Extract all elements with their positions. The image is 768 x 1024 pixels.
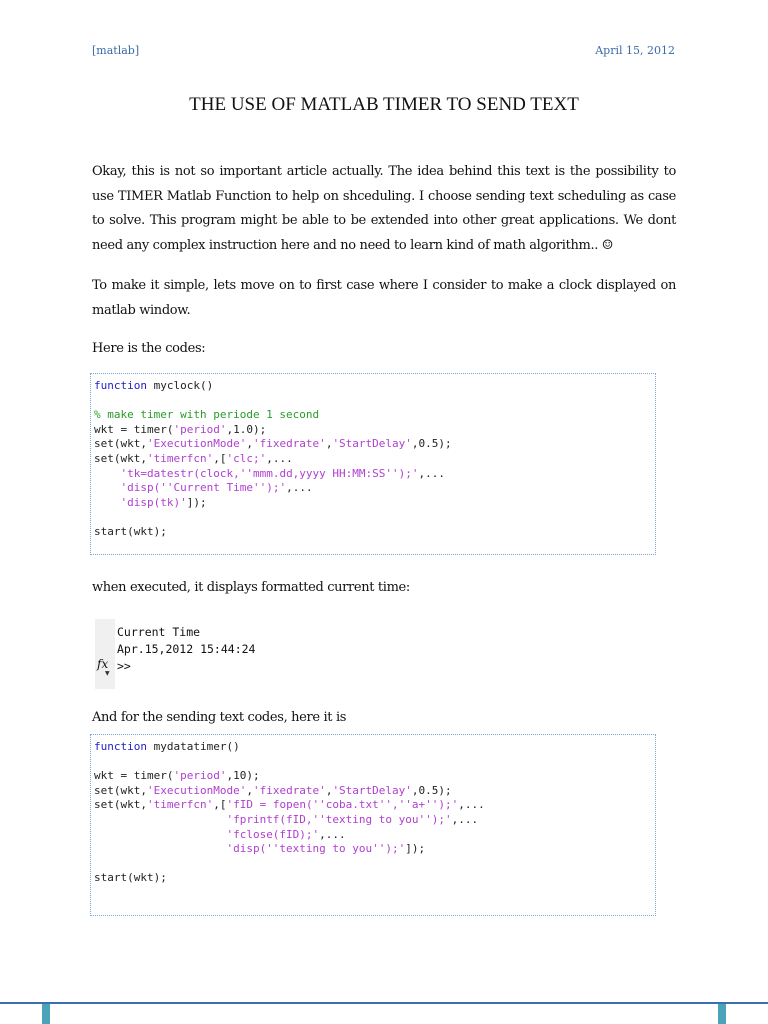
code-token: ,10); (226, 769, 260, 783)
fx-dropdown-icon: ▼ (105, 670, 110, 677)
code-line (94, 871, 655, 886)
header-category: [matlab] (92, 44, 140, 57)
code-token: ]); (186, 495, 207, 509)
code-token: 'StartDelay' (332, 437, 412, 451)
code-token (94, 813, 226, 826)
code-line (94, 769, 655, 784)
code-line (94, 813, 655, 828)
page-title: THE USE OF MATLAB TIMER TO SEND TEXT (189, 94, 579, 115)
codes-heading: Here is the codes: (92, 341, 206, 356)
code-line (94, 510, 655, 525)
intro-paragraph: Okay, this is not so important article actually. The idea behind this text is the possibility to use TIMER Matlab Function to help on shceduling. I choose sending text scheduling as case to solve. This program might be able to be extended into other great applications. We dont need any complex instruction here and no need to learn kind of math algorithm.. ☺ (92, 164, 676, 253)
sending-paragraph: And for the sending text codes, here it is (92, 710, 347, 725)
code-token: ,0.5); (411, 783, 452, 797)
code-token (94, 496, 121, 509)
code-token: start(wkt); (94, 524, 167, 538)
code-token: , (325, 437, 333, 451)
code-line (94, 755, 655, 770)
code-token: set(wkt, (94, 798, 147, 812)
code-token: function (94, 740, 147, 753)
code-token: 'fixedrate' (252, 437, 326, 451)
code-token: 'disp(''Current Time'');' (120, 481, 287, 495)
footer-tab-right (718, 1004, 726, 1024)
console-output (117, 624, 255, 675)
code-token: ,... (458, 798, 485, 812)
code-token: 'disp(''texting to you'');' (226, 842, 406, 856)
code-line (94, 496, 655, 511)
console-line: Apr.15,2012 15:44:24 (117, 642, 256, 656)
code-line (94, 842, 655, 857)
code-token: , (325, 783, 333, 797)
code-token: ]); (405, 842, 426, 856)
code-token: 'ExecutionMode' (146, 437, 247, 451)
code-token: function (94, 379, 147, 392)
code-token: 'fID = fopen(''coba.txt'',''a+'');' (226, 798, 459, 812)
code-token: 'fixedrate' (252, 783, 326, 797)
code-token: 'timerfcn' (146, 451, 214, 465)
code-token: ,... (286, 481, 313, 495)
code-line (94, 379, 655, 394)
code-token (94, 467, 121, 480)
code-token: ,... (266, 451, 293, 465)
code-token: ,[ (213, 451, 227, 465)
code-line (94, 394, 655, 409)
code-token: ,... (451, 812, 479, 826)
code-token: ,... (319, 827, 346, 841)
code-token: 'fclose(fID);' (226, 827, 320, 841)
code-token: , (246, 783, 253, 797)
fx-icon: fx (97, 657, 109, 671)
console-line: Current Time (117, 625, 201, 639)
console-gutter (95, 619, 115, 689)
code-token (94, 842, 226, 855)
code-token: 'StartDelay' (332, 783, 412, 797)
code-token: ,... (418, 466, 446, 480)
code-token: 'period' (173, 769, 227, 783)
code-line (94, 423, 655, 438)
code-line (94, 828, 655, 843)
code-line (94, 525, 655, 540)
code-token: 'clc;' (226, 451, 267, 465)
code-token: ,1.0); (226, 422, 267, 436)
code-line (94, 740, 655, 755)
console-line: >> (117, 659, 131, 673)
code-token: 'tk=datestr(clock,''mmm.dd,yyyy HH:MM:SS'');' (120, 466, 419, 480)
executed-paragraph: when executed, it displays formatted current time: (92, 580, 410, 595)
code-token: wkt = timer( (94, 769, 174, 783)
code-token: set(wkt, (94, 783, 147, 797)
code-token: % make timer with periode 1 second (94, 408, 320, 422)
code-token: , (246, 437, 253, 451)
code-token: start(wkt); (94, 871, 167, 885)
code-token (94, 828, 226, 841)
code-token: 'ExecutionMode' (146, 783, 247, 797)
code-line (94, 467, 655, 482)
simple-paragraph: To make it simple, lets move on to first case where I consider to make a clock displayed on matlab window. (92, 278, 676, 318)
code-line (94, 481, 655, 496)
code-token: wkt = timer( (94, 422, 174, 436)
code-token: 'disp(tk)' (120, 495, 187, 509)
code-token: 'fprintf(fID,''texting to you'');' (226, 812, 452, 826)
code-token: 'timerfcn' (146, 798, 214, 812)
code-token: ,[ (213, 798, 227, 812)
header-date: April 15, 2012 (595, 44, 675, 57)
code-line (94, 857, 655, 872)
code-token: set(wkt, (94, 451, 147, 465)
code-token: set(wkt, (94, 437, 147, 451)
code-line (94, 784, 655, 799)
footer-line (0, 1002, 768, 1004)
code-token: myclock() (146, 379, 214, 392)
code-block-mydatatimer (90, 734, 656, 916)
code-token: ,0.5); (411, 437, 452, 451)
code-line (94, 437, 655, 452)
code-line (94, 408, 655, 423)
code-line (94, 798, 655, 813)
code-token: mydatatimer() (146, 740, 240, 753)
code-token: 'period' (173, 422, 227, 436)
code-line (94, 452, 655, 467)
code-token (94, 481, 121, 494)
code-block-myclock (90, 373, 656, 555)
footer-tab-left (42, 1004, 50, 1024)
